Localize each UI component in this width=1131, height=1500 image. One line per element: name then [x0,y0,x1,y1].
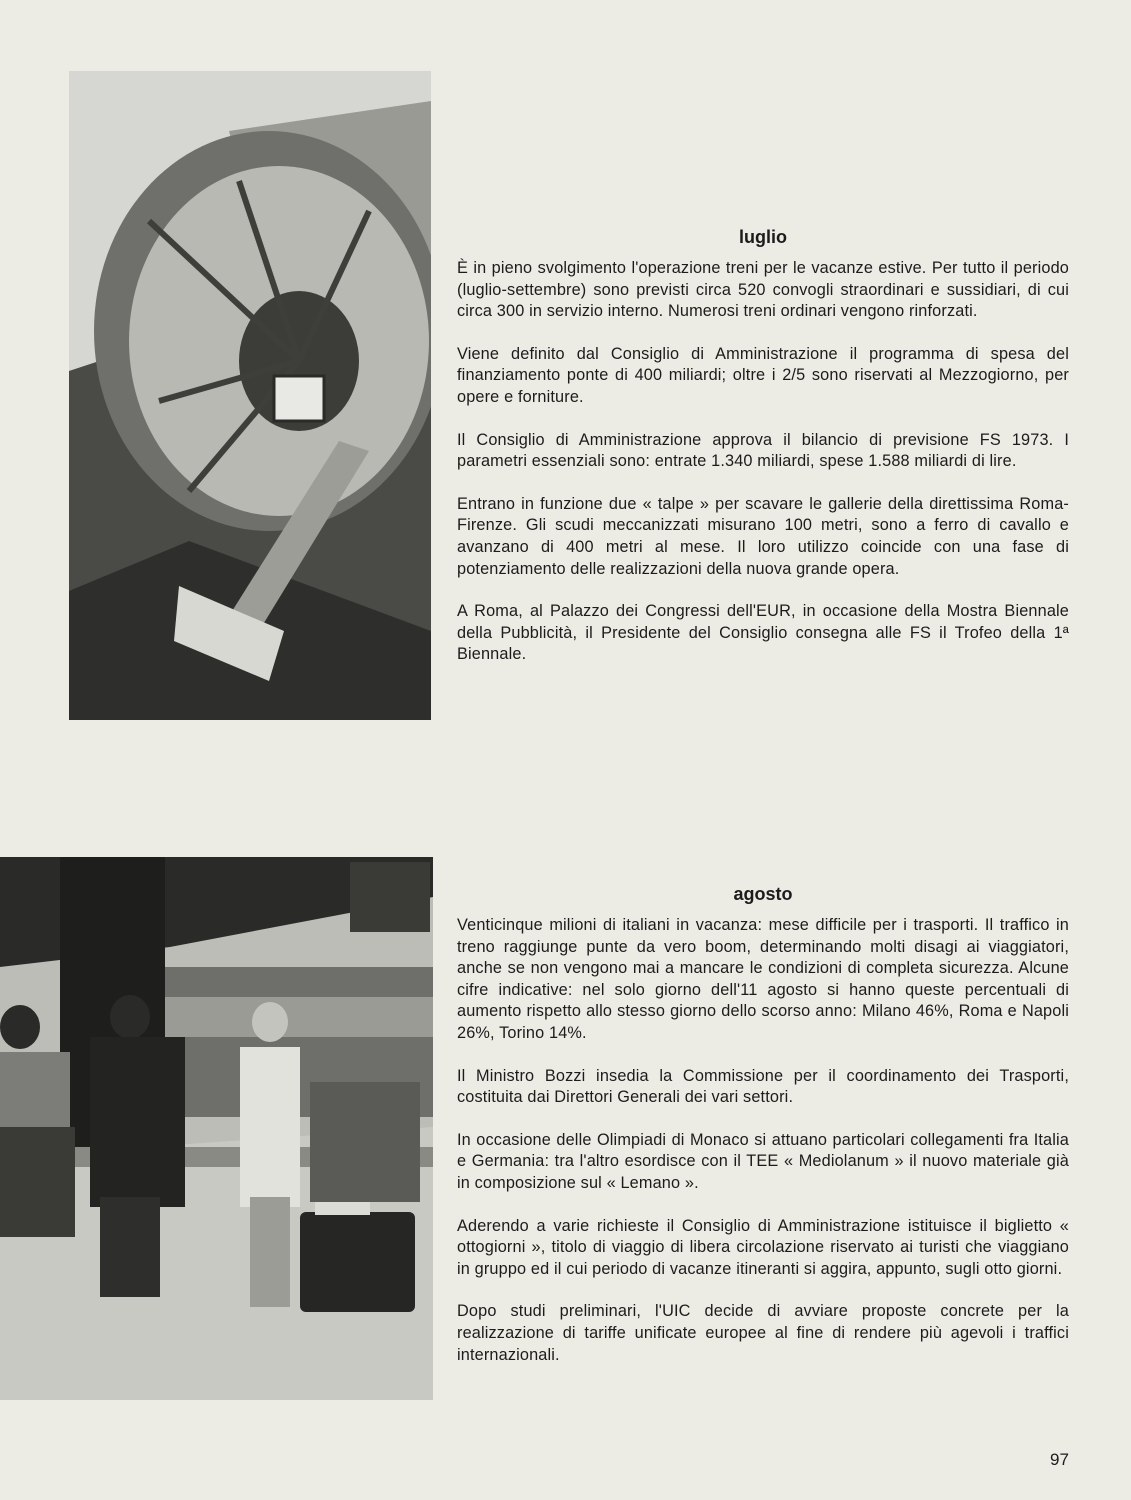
paragraph: Aderendo a varie richieste il Consiglio di Amministrazione istituisce il biglietto « ottogiorni », titolo di viaggio di libera circolazione riservato ai turisti che viaggiano in gruppo ed il cui periodo di vacanze itineranti si aggira, appunto, sugli otto giorni. [457,1216,1069,1278]
paragraph: Il Ministro Bozzi insedia la Commissione per il coordinamento dei Trasporti, costituita dai Direttori Generali dei vari settori. [457,1066,1069,1107]
tunnel-boring-machine-photo [69,71,431,720]
section-title: agosto [733,884,793,904]
page-number: 97 [1050,1450,1069,1469]
paragraph: In occasione delle Olimpiadi di Monaco si attuano particolari collegamenti fra Italia e Germania: tra l'altro esordisce con il TEE « Mediolanum » il nuovo materiale già in composizione sul « Lemano ». [457,1130,1069,1192]
paragraph: Venticinque milioni di italiani in vacanza: mese difficile per i trasporti. Il traffico in treno raggiunge punte da vero boom, determinando molti disagi ai viaggiatori, anche se non vengono mai a mancare le condizioni di completa sicurezza. Alcune cifre indicative: nel solo giorno dell'11 agosto si hanno queste percentuali di aumento rispetto allo stesso giorno dello scorso anno: Milano 46%, Roma e Napoli 26%, Torino 14%. [457,916,1069,1042]
section-title: luglio [739,227,787,247]
paragraph: Viene definito dal Consiglio di Amministrazione il programma di spesa del finanziamento ponte di 400 miliardi; oltre i 2/5 sono riservati al Mezzogiorno, per opere e forniture. [457,344,1069,406]
section-agosto [457,884,1069,1387]
section-luglio [457,227,1069,687]
paragraph: Entrano in funzione due « talpe » per scavare le gallerie della direttissima Roma-Firenze. Gli scudi meccanizzati misurano 100 metri, sono a ferro di cavallo e avanzano di 400 metri al mese. Il loro utilizzo coincide con una fase di potenziamento delle realizzazioni della nuova grande opera. [457,494,1069,578]
paragraph: A Roma, al Palazzo dei Congressi dell'EUR, in occasione della Mostra Biennale della Pubblicità, il Presidente del Consiglio consegna alle FS il Trofeo della 1ª Biennale. [457,602,1069,664]
paragraph: È in pieno svolgimento l'operazione treni per le vacanze estive. Per tutto il periodo (luglio-settembre) sono previsti circa 520 convogli straordinari e sussidiari, di cui circa 300 in servizio interno. Numerosi treni ordinari vengono rinforzati. [457,259,1069,321]
paragraph: Dopo studi preliminari, l'UIC decide di avviare proposte concrete per la realizzazione di tariffe unificate europee al fine di rendere più agevoli i traffici internazionali. [457,1302,1069,1364]
station-platform-photo [0,857,433,1400]
paragraph: Il Consiglio di Amministrazione approva il bilancio di previsione FS 1973. I parametri essenziali sono: entrate 1.340 miliardi, spese 1.588 miliardi di lire. [457,430,1069,471]
